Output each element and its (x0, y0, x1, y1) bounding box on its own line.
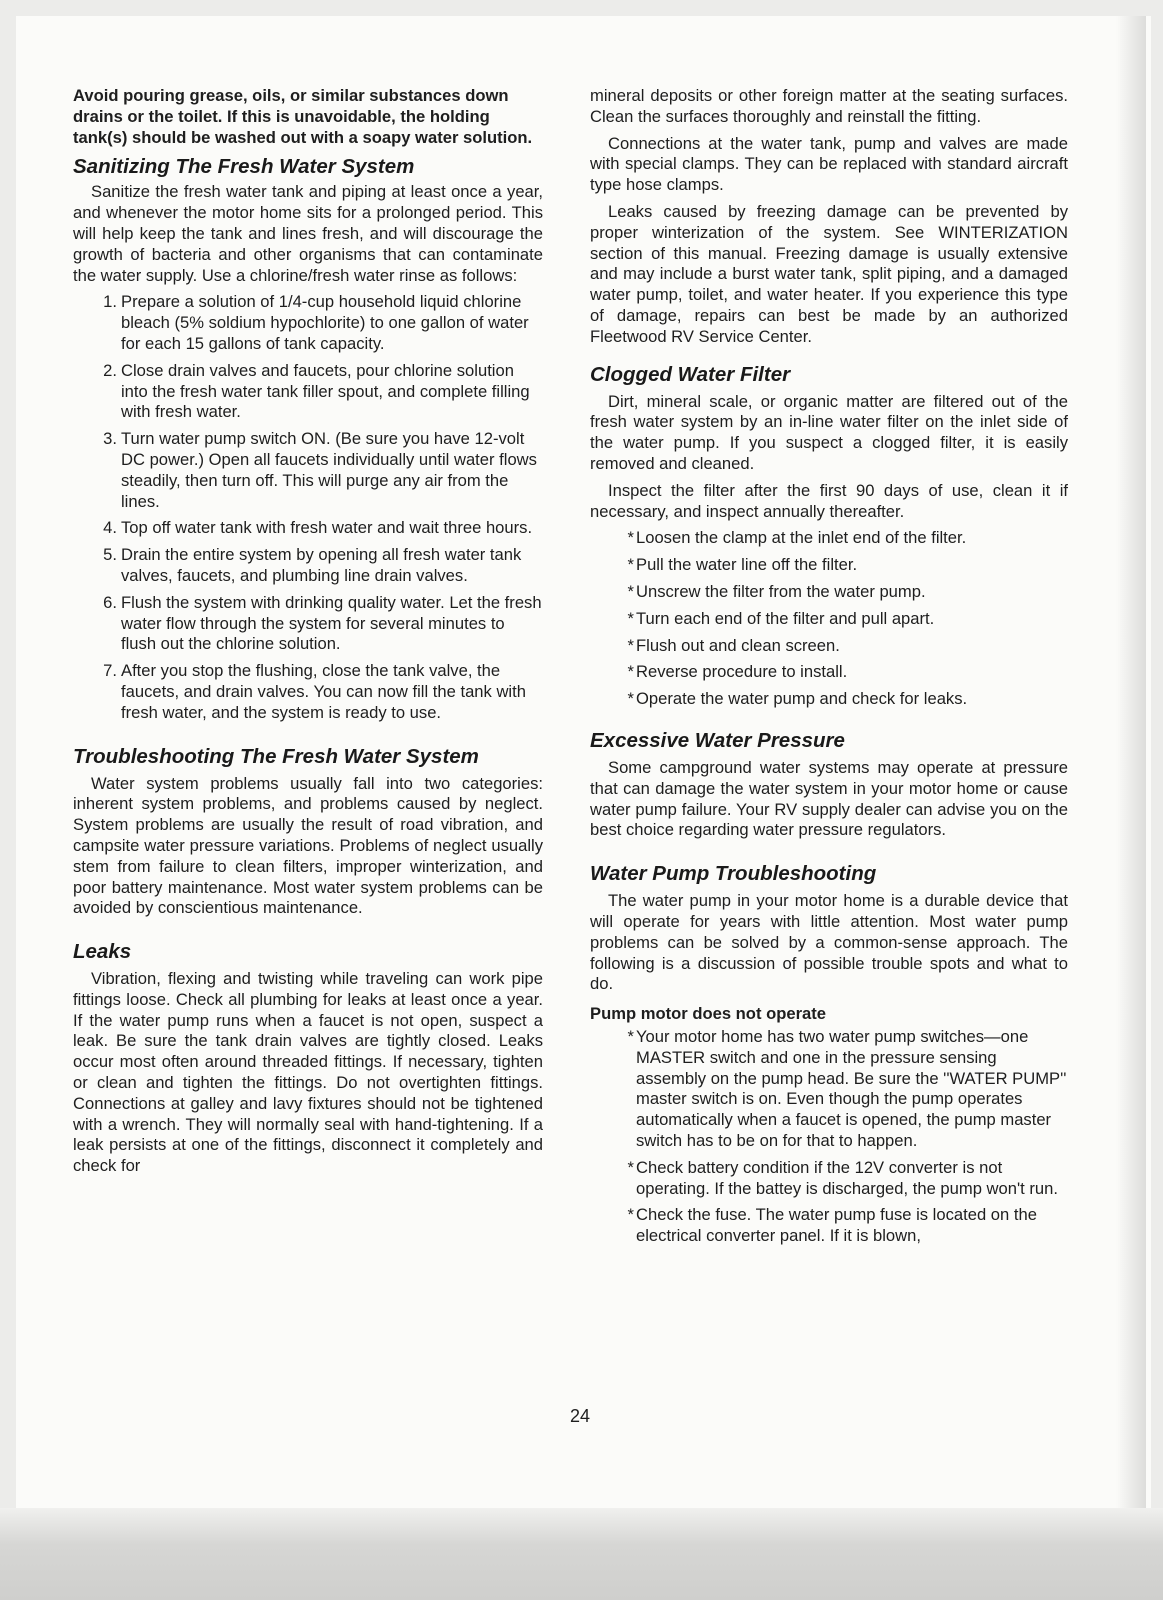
connections-paragraph: Connections at the water tank, pump and valves are made with special clamps. They can be replaced with standard aircraft type hose clamps. (590, 133, 1068, 195)
asterisk-bullet: * (627, 1157, 634, 1177)
filter-step-text: Flush out and clean screen. (636, 635, 840, 655)
pump-check (590, 1205, 1068, 1247)
step-number: 1. (103, 292, 117, 312)
filter-step (590, 689, 1068, 710)
pump-check (590, 1158, 1068, 1200)
filter-step (590, 582, 1068, 603)
asterisk-bullet: * (627, 1027, 634, 1047)
pump-body: The water pump in your motor home is a durable device that will operate for years with little attention. Most water pump problems can be solved by a common-sense approach. The following is a discussion of possible trouble spots and what to do. (590, 891, 1068, 994)
sanitizing-body: Sanitize the fresh water tank and piping at least once a year, and whenever the motor home sits for a prolonged period. This will help keep the tank and lines fresh, and will discourage the growth of bacteria and other organisms that can contaminate the water supply. Use a chlorine/fresh water rinse as follows: (73, 182, 543, 285)
right-column (590, 86, 1068, 1247)
sanitizing-step (73, 429, 543, 512)
filter-step-text: Pull the water line off the filter. (636, 555, 858, 575)
pump-motor-subheading: Pump motor does not operate (590, 1004, 827, 1024)
asterisk-bullet: * (627, 608, 634, 628)
filter-step-text: Unscrew the filter from the water pump. (636, 581, 926, 601)
step-number: 7. (103, 661, 117, 681)
sanitizing-step (73, 361, 543, 423)
excessive-pressure-heading: Excessive Water Pressure (590, 728, 845, 752)
leaks-body: Vibration, flexing and twisting while traveling can work pipe fittings loose. Check all plumbing for leaks at least once a year. If the water pump runs when a faucet is not open, suspect a leak. Be sure the tank drain valves are tightly closed. Leaks occur most often around threaded fittings. If necessary, tighten or clean and tighten the fittings. Do not overtighten fittings. Connections at galley and lavy fixtures should not be tightened with a wrench. They will normally seal with hand-tightening. If a leak persists at one of the fittings, disconnect it completely and check for (73, 969, 543, 1176)
freezing-paragraph: Leaks caused by freezing damage can be prevented by proper winterization of the system. See WINTERIZATION section of this manual. Freezing damage is usually extensive and may include a burst water tank, split piping, and a damaged water pump, toilet, and water heater. If you experience this type of damage, repairs can best be made by an authorized Fleetwood RV Service Center. (590, 201, 1068, 346)
filter-step (590, 662, 1068, 683)
filter-step (590, 528, 1068, 549)
step-number: 5. (103, 545, 117, 565)
step-text: Flush the system with drinking quality water. Let the fresh water flow through the system for several minutes to flush out the chlorine solution. (121, 592, 542, 654)
filter-step (590, 636, 1068, 657)
sanitizing-step (73, 661, 543, 723)
asterisk-bullet: * (627, 662, 634, 682)
clogged-body-1: Dirt, mineral scale, or organic matter are filtered out of the fresh water system by an in-line water filter on the inlet side of the water pump. If you suspect a clogged filter, it is easily removed and cleaned. (590, 391, 1068, 473)
filter-steps (590, 528, 1068, 710)
pressure-body: Some campground water systems may operate at pressure that can damage the water system in your motor home or cause water pump failure. Your RV supply dealer can advise you on the best choice regarding water pressure regulators. (590, 757, 1068, 840)
filter-step (590, 609, 1068, 630)
troubleshooting-heading: Troubleshooting The Fresh Water System (73, 744, 479, 768)
pump-check-text: Check the fuse. The water pump fuse is located on the electrical converter panel. If it is blown, (636, 1205, 1037, 1246)
leaks-continued: mineral deposits or other foreign matter at the seating surfaces. Clean the surfaces thoroughly and reinstall the fitting. (590, 86, 1068, 126)
step-text: Turn water pump switch ON. (Be sure you have 12-volt DC power.) Open all faucets individually until water flows steadily, then turn off. This will purge any air from the lines. (121, 429, 537, 511)
asterisk-bullet: * (627, 528, 634, 548)
step-text: Drain the entire system by opening all fresh water tank valves, faucets, and plumbing line drain valves. (121, 545, 522, 585)
step-number: 2. (103, 360, 117, 380)
filter-step (590, 555, 1068, 576)
step-number: 6. (103, 592, 117, 612)
pump-check (590, 1027, 1068, 1152)
sanitizing-step (73, 545, 543, 587)
clogged-filter-heading: Clogged Water Filter (590, 362, 791, 386)
asterisk-bullet: * (627, 1205, 634, 1225)
troubleshooting-body: Water system problems usually fall into two categories: inherent system problems, and problems caused by neglect. System problems are usually the result of road vibration, and campsite water pressure variations. Problems of neglect usually stem from failure to clean filters, improper winterization, and poor battery maintenance. Most water system problems can be avoided by conscientious maintenance. (73, 773, 543, 918)
scan-bottom-strip (0, 1508, 1163, 1600)
left-column (73, 86, 543, 1177)
pump-troubleshooting-heading: Water Pump Troubleshooting (590, 862, 877, 886)
filter-step-text: Loosen the clamp at the inlet end of the filter. (636, 528, 967, 548)
asterisk-bullet: * (627, 555, 634, 575)
step-text: Close drain valves and faucets, pour chlorine solution into the fresh water tank filler spout, and complete filling with fresh water. (121, 360, 530, 422)
pump-checks (590, 1027, 1068, 1247)
leaks-heading: Leaks (73, 940, 132, 964)
step-number: 4. (103, 518, 117, 538)
sanitizing-steps (73, 292, 543, 723)
asterisk-bullet: * (627, 581, 634, 601)
asterisk-bullet: * (627, 689, 634, 709)
sanitizing-heading: Sanitizing The Fresh Water System (73, 155, 415, 179)
asterisk-bullet: * (627, 635, 634, 655)
filter-step-text: Turn each end of the filter and pull apart. (636, 608, 935, 628)
clogged-body-2: Inspect the filter after the first 90 days of use, clean it if necessary, and inspect annually thereafter. (590, 480, 1068, 521)
intro-warning: Avoid pouring grease, oils, or similar substances down drains or the toilet. If this is unavoidable, the holding tank(s) should be washed out with a soapy water solution. (73, 86, 533, 147)
filter-step-text: Reverse procedure to install. (636, 662, 848, 682)
step-text: Prepare a solution of 1/4-cup household liquid chlorine bleach (5% soldium hypochlorite) to one gallon of water for each 15 gallons of tank capacity. (121, 292, 529, 353)
sanitizing-step (73, 292, 543, 354)
page-number: 24 (569, 1406, 591, 1426)
pump-check-text: Your motor home has two water pump switches—one MASTER switch and one in the pressure sensing assembly on the pump head. Be sure the ''WATER PUMP'' master switch is on. Even though the pump operates automatically when a faucet is opened, the pump master switch has to be on for that to happen. (636, 1027, 1067, 1151)
sanitizing-step (73, 518, 543, 539)
step-text: After you stop the flushing, close the tank valve, the faucets, and drain valves. You can now fill the tank with fresh water, and the system is ready to use. (121, 661, 526, 722)
sanitizing-step (73, 593, 543, 655)
pump-check-text: Check battery condition if the 12V converter is not operating. If the battey is discharged, the pump won't run. (636, 1157, 1058, 1198)
page-edge-shadow (1116, 16, 1146, 1516)
step-number: 3. (103, 429, 117, 449)
filter-step-text: Operate the water pump and check for leaks. (636, 689, 968, 709)
step-text: Top off water tank with fresh water and wait three hours. (121, 518, 533, 538)
